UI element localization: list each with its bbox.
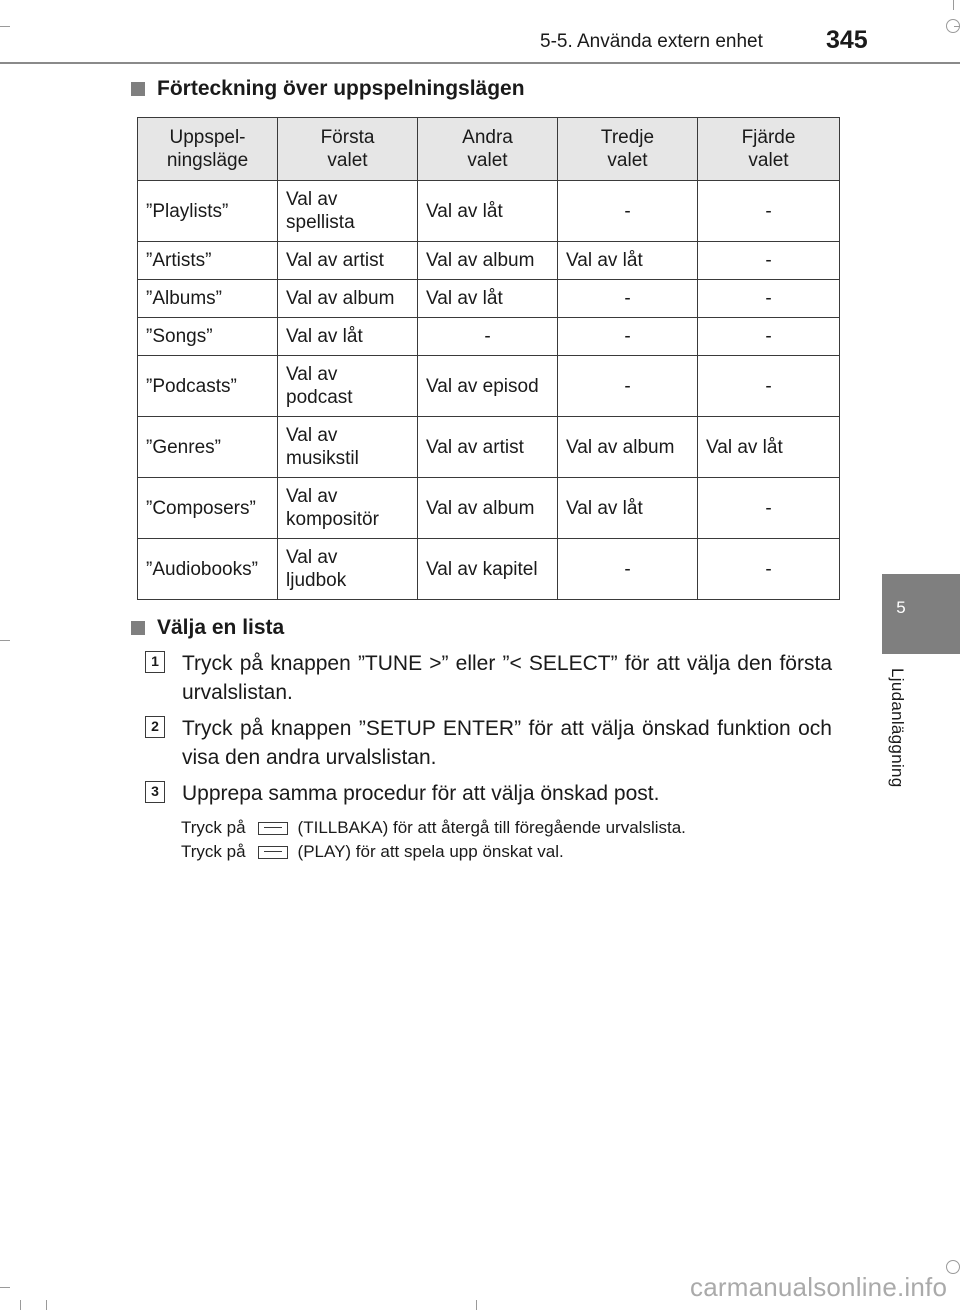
header-cell: Fjärde valet	[698, 118, 840, 181]
table-cell: ”Artists”	[138, 242, 278, 280]
table-cell: Val av album	[558, 417, 698, 478]
table-header-row	[138, 118, 840, 181]
table-cell: -	[558, 318, 698, 356]
table-row	[138, 417, 840, 478]
chapter-tab	[882, 574, 960, 654]
table-row	[138, 318, 840, 356]
header-cell: Första valet	[278, 118, 418, 181]
button-icon	[258, 822, 288, 835]
section-heading-select-list	[131, 616, 284, 640]
table-row	[138, 280, 840, 318]
button-icon	[258, 846, 288, 859]
section-heading-text: Förteckning över uppspelningslägen	[157, 77, 525, 100]
table-cell: -	[698, 242, 840, 280]
note-suffix: (PLAY) för att spela upp önskat val.	[297, 842, 564, 861]
table-row	[138, 181, 840, 242]
table-row	[138, 478, 840, 539]
running-header: 5-5. Använda extern enhet	[540, 31, 763, 52]
table-cell: Val av artist	[418, 417, 558, 478]
playback-modes-table	[137, 117, 840, 600]
crop-mark	[46, 1300, 47, 1310]
table-cell: -	[558, 539, 698, 600]
table-cell: ”Songs”	[138, 318, 278, 356]
table-cell: Val av podcast	[278, 356, 418, 417]
table-cell: Val av låt	[278, 318, 418, 356]
step-number: 2	[145, 716, 165, 738]
crop-mark	[953, 0, 954, 10]
table-cell: Val av låt	[418, 181, 558, 242]
table-cell: -	[698, 478, 840, 539]
table-cell: ”Podcasts”	[138, 356, 278, 417]
table-cell: Val av låt	[558, 478, 698, 539]
crop-mark	[20, 1300, 21, 1310]
crop-mark	[0, 26, 10, 27]
header-cell: Andra valet	[418, 118, 558, 181]
header-cell: Tredje valet	[558, 118, 698, 181]
table-cell: -	[698, 539, 840, 600]
table-row	[138, 242, 840, 280]
step-text: Tryck på knappen ”SETUP ENTER” för att välja önskad funktion och visa den andra urvalslistan.	[182, 717, 832, 769]
header-divider	[0, 62, 960, 64]
table-cell: -	[418, 318, 558, 356]
table-row	[138, 356, 840, 417]
step-number: 3	[145, 781, 165, 803]
table-cell: Val av album	[418, 478, 558, 539]
table-cell: Val av episod	[418, 356, 558, 417]
step-number: 1	[145, 651, 165, 673]
note-prefix: Tryck på	[181, 842, 246, 861]
table-cell: Val av låt	[418, 280, 558, 318]
table-cell: Val av artist	[278, 242, 418, 280]
note-line	[181, 842, 564, 862]
table-cell: -	[698, 318, 840, 356]
crop-mark	[946, 19, 960, 33]
chapter-number: 5	[896, 598, 906, 617]
watermark: carmanualsonline.info	[690, 1272, 948, 1302]
table-cell: Val av ljudbok	[278, 539, 418, 600]
table-cell: Val av kompositör	[278, 478, 418, 539]
section-heading-playback-modes	[131, 77, 525, 101]
table-cell: ”Audiobooks”	[138, 539, 278, 600]
square-bullet-icon	[131, 82, 145, 96]
step-text: Upprepa samma procedur för att välja önskad post.	[182, 782, 660, 805]
header-cell: Uppspel- ningsläge	[138, 118, 278, 181]
table-cell: -	[558, 356, 698, 417]
crop-mark	[476, 1300, 477, 1310]
table-cell: -	[698, 356, 840, 417]
table-cell: ”Genres”	[138, 417, 278, 478]
crop-mark	[0, 640, 10, 641]
table-cell: ”Albums”	[138, 280, 278, 318]
crop-mark	[946, 1260, 960, 1274]
table-cell: Val av spellista	[278, 181, 418, 242]
table-cell: Val av musikstil	[278, 417, 418, 478]
table-cell: Val av låt	[698, 417, 840, 478]
square-bullet-icon	[131, 621, 145, 635]
table-cell: -	[698, 181, 840, 242]
table-cell: ”Playlists”	[138, 181, 278, 242]
crop-mark	[0, 1287, 10, 1288]
table-row	[138, 539, 840, 600]
table-cell: Val av låt	[558, 242, 698, 280]
chapter-label: Ljudanläggning	[888, 668, 907, 788]
table-cell: ”Composers”	[138, 478, 278, 539]
table-cell: -	[558, 181, 698, 242]
table-cell: -	[698, 280, 840, 318]
note-line	[181, 818, 686, 838]
table-cell: Val av album	[418, 242, 558, 280]
table-cell: Val av kapitel	[418, 539, 558, 600]
table-cell: Val av album	[278, 280, 418, 318]
page-number: 345	[826, 26, 868, 54]
table-cell: -	[558, 280, 698, 318]
note-suffix: (TILLBAKA) för att återgå till föregående urvalslista.	[297, 818, 686, 837]
section-heading-text: Välja en lista	[157, 616, 285, 639]
step-text: Tryck på knappen ”TUNE >” eller ”< SELECT” för att välja den första urvalslistan.	[182, 652, 832, 704]
note-prefix: Tryck på	[181, 818, 246, 837]
